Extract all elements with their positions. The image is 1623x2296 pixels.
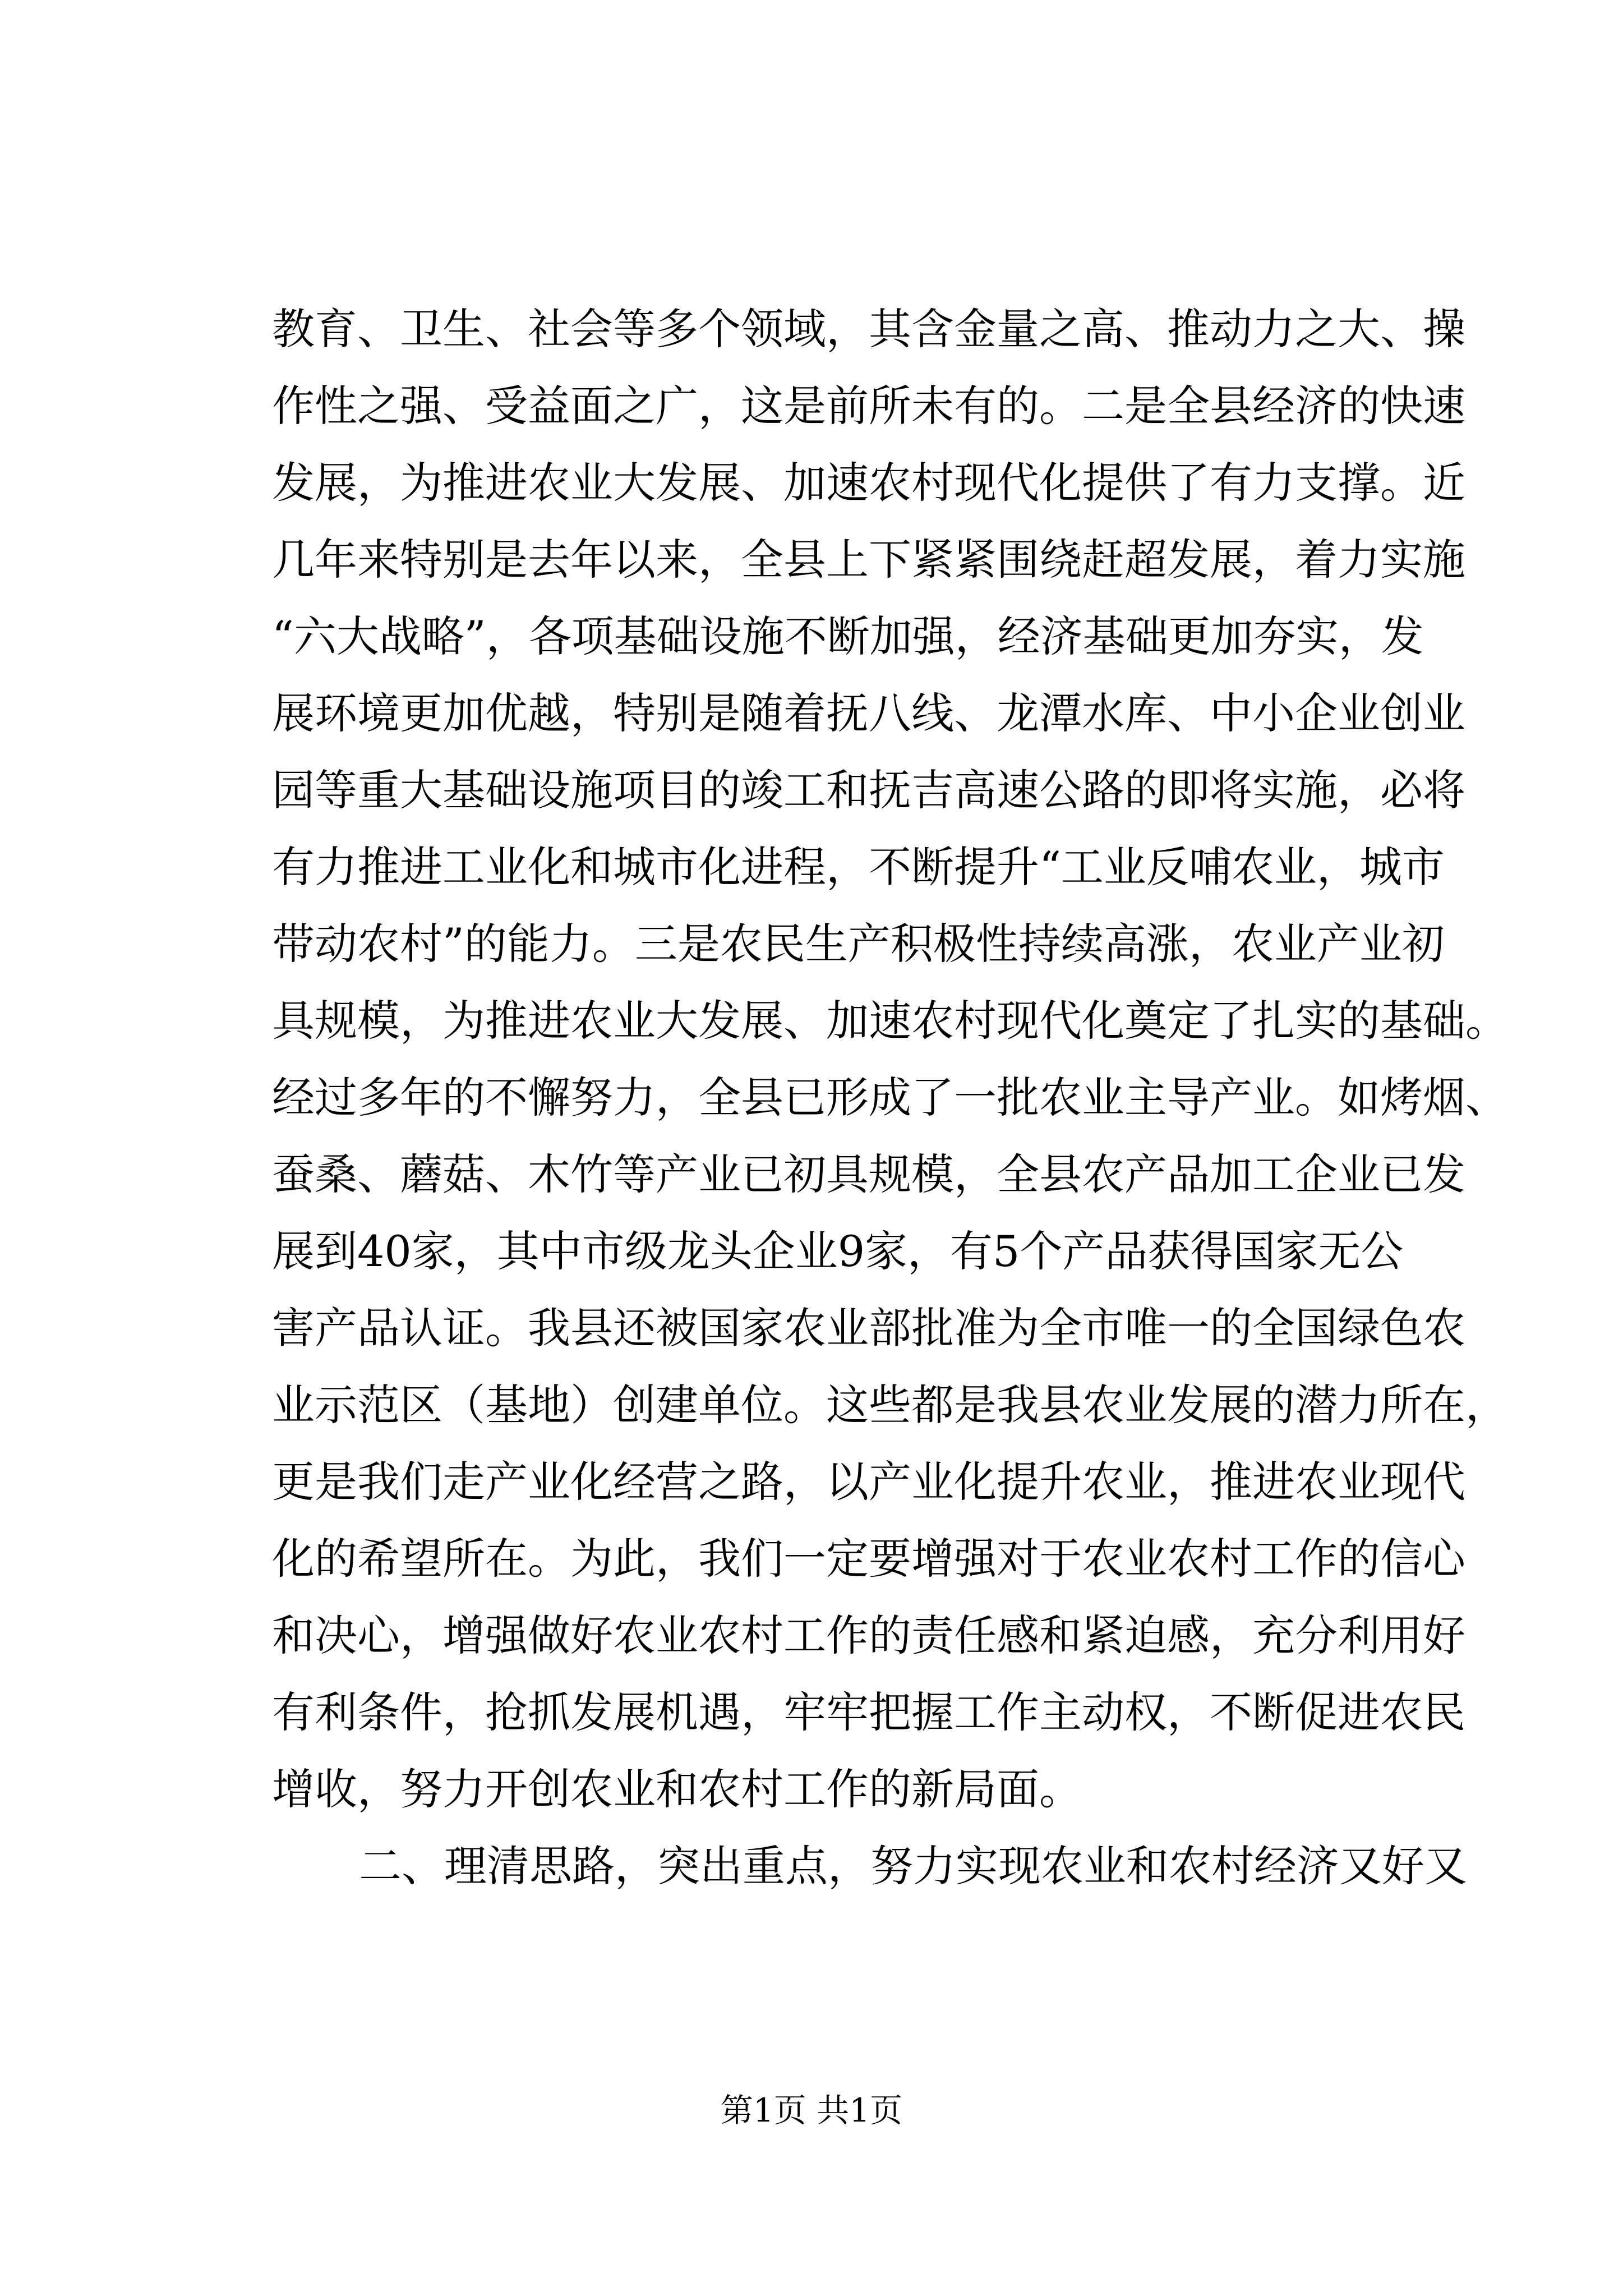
text-line: 和决心，增强做好农业农村工作的责任感和紧迫感，充分利用好 [272, 1611, 1465, 1660]
section-heading-line: 二、理清思路，突出重点，努力实现农业和农村经济又好又 [359, 1841, 1467, 1891]
text-line: 教育、卫生、社会等多个领域，其含金量之高、推动力之大、操 [272, 304, 1465, 354]
document-body [272, 291, 1508, 1904]
text-line: 有力推进工业化和城市化进程，不断提升“工业反哺农业，城市 [272, 842, 1445, 892]
text-line: 业示范区（基地）创建单位。这些都是我县农业发展的潜力所在， [272, 1380, 1508, 1430]
text-line: 几年来特别是去年以来，全县上下紧紧围绕赶超发展，着力实施 [272, 535, 1465, 585]
text-line: 带动农村”的能力。三是农民生产积极性持续高涨，农业产业初 [272, 919, 1445, 969]
text-line: 化的希望所在。为此，我们一定要增强对于农业农村工作的信心 [272, 1534, 1465, 1584]
text-line-paragraph-end: 增收，努力开创农业和农村工作的新局面。 [272, 1764, 1082, 1814]
text-line: 园等重大基础设施项目的竣工和抚吉高速公路的即将实施，必将 [272, 765, 1465, 815]
text-line: 害产品认证。我县还被国家农业部批准为全市唯一的全国绿色农 [272, 1303, 1465, 1353]
text-line: 展环境更加优越，特别是随着抚八线、龙潭水库、中小企业创业 [272, 688, 1465, 738]
text-line: 蚕桑、蘑菇、木竹等产业已初具规模，全县农产品加工企业已发 [272, 1149, 1465, 1199]
text-line: “六大战略”，各项基础设施不断加强，经济基础更加夯实，发 [272, 611, 1424, 661]
text-line: 作性之强、受益面之广，这是前所未有的。二是全县经济的快速 [272, 381, 1465, 431]
text-line: 展到40家，其中市级龙头企业9家，有5个产品获得国家无公 [272, 1226, 1404, 1276]
text-line: 经过多年的不懈努力，全县已形成了一批农业主导产业。如烤烟、 [272, 1073, 1508, 1122]
page-footer: 第1页 共1页 [720, 2091, 903, 2129]
text-line: 发展，为推进农业大发展、加速农村现代化提供了有力支撑。近 [272, 458, 1465, 508]
text-line: 有利条件，抢抓发展机遇，牢牢把握工作主动权，不断促进农民 [272, 1687, 1465, 1737]
text-line: 具规模，为推进农业大发展、加速农村现代化奠定了扎实的基础。 [272, 996, 1508, 1046]
text-line: 更是我们走产业化经营之路，以产业化提升农业，推进农业现代 [272, 1457, 1465, 1507]
